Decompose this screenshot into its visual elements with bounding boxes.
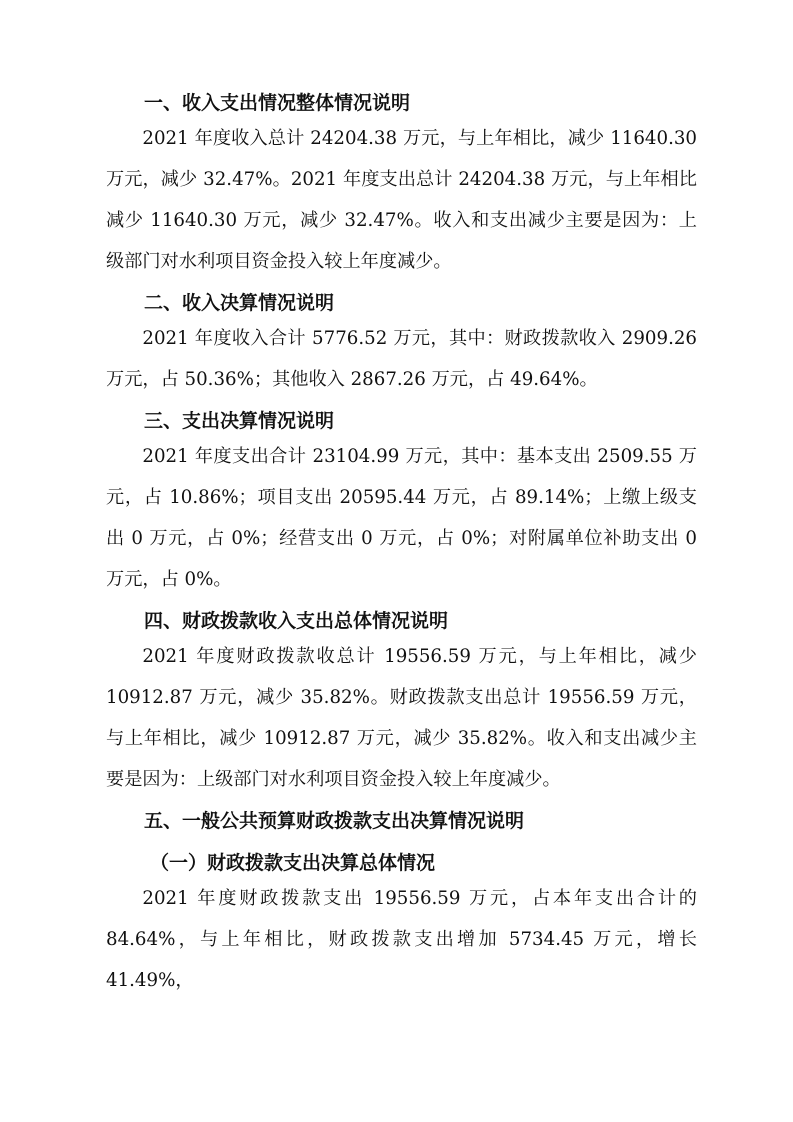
section-body-4: 2021 年度财政拨款收总计 19556.59 万元，与上年相比，减少 10912.87 万元，减少 35.82%。财政拨款支出总计 19556.59 万元，与上年相比，减少 10912.87 万元，减少 35.82%。收入和支出减少主要是因为：上级部门对水利项目资金投入较上年度减少。 bbox=[106, 646, 697, 790]
section-heading-4: 四、财政拨款收入支出总体情况说明 bbox=[144, 610, 449, 632]
section-body-1: 2021 年度收入总计 24204.38 万元，与上年相比，减少 11640.30 万元，减少 32.47%。2021 年度支出总计 24204.38 万元，与上年相比减少 11640.30 万元，减少 32.47%。收入和支出减少主要是因为：上级部门对水利项目资金投入较上年度减少。 bbox=[106, 128, 697, 272]
sub-heading-5-1: （一）财政拨款支出决算总体情况 bbox=[150, 852, 436, 874]
spacer bbox=[106, 836, 697, 848]
section-heading-5: 五、一般公共预算财政拨款支出决算情况说明 bbox=[144, 810, 525, 832]
section-body-2: 2021 年度收入合计 5776.52 万元，其中：财政拨款收入 2909.26 万元，占 50.36%；其他收入 2867.26 万元，占 49.64%。 bbox=[106, 328, 697, 390]
section-heading-3: 三、支出决算情况说明 bbox=[144, 410, 335, 432]
section-heading-2: 二、收入决算情况说明 bbox=[144, 292, 335, 314]
section-body-3: 2021 年度支出合计 23104.99 万元，其中：基本支出 2509.55 万元，占 10.86%；项目支出 20595.44 万元，占 89.14%；上缴上级支出 0 万元，占 0%；经营支出 0 万元，占 0%；对附属单位补助支出 0 万元，占 0%。 bbox=[106, 446, 697, 590]
section-body-5: 2021 年度财政拨款支出 19556.59 万元，占本年支出合计的 84.64%，与上年相比，财政拨款支出增加 5734.45 万元，增长 41.49%， bbox=[106, 888, 697, 991]
section-heading-1: 一、收入支出情况整体情况说明 bbox=[144, 92, 411, 114]
